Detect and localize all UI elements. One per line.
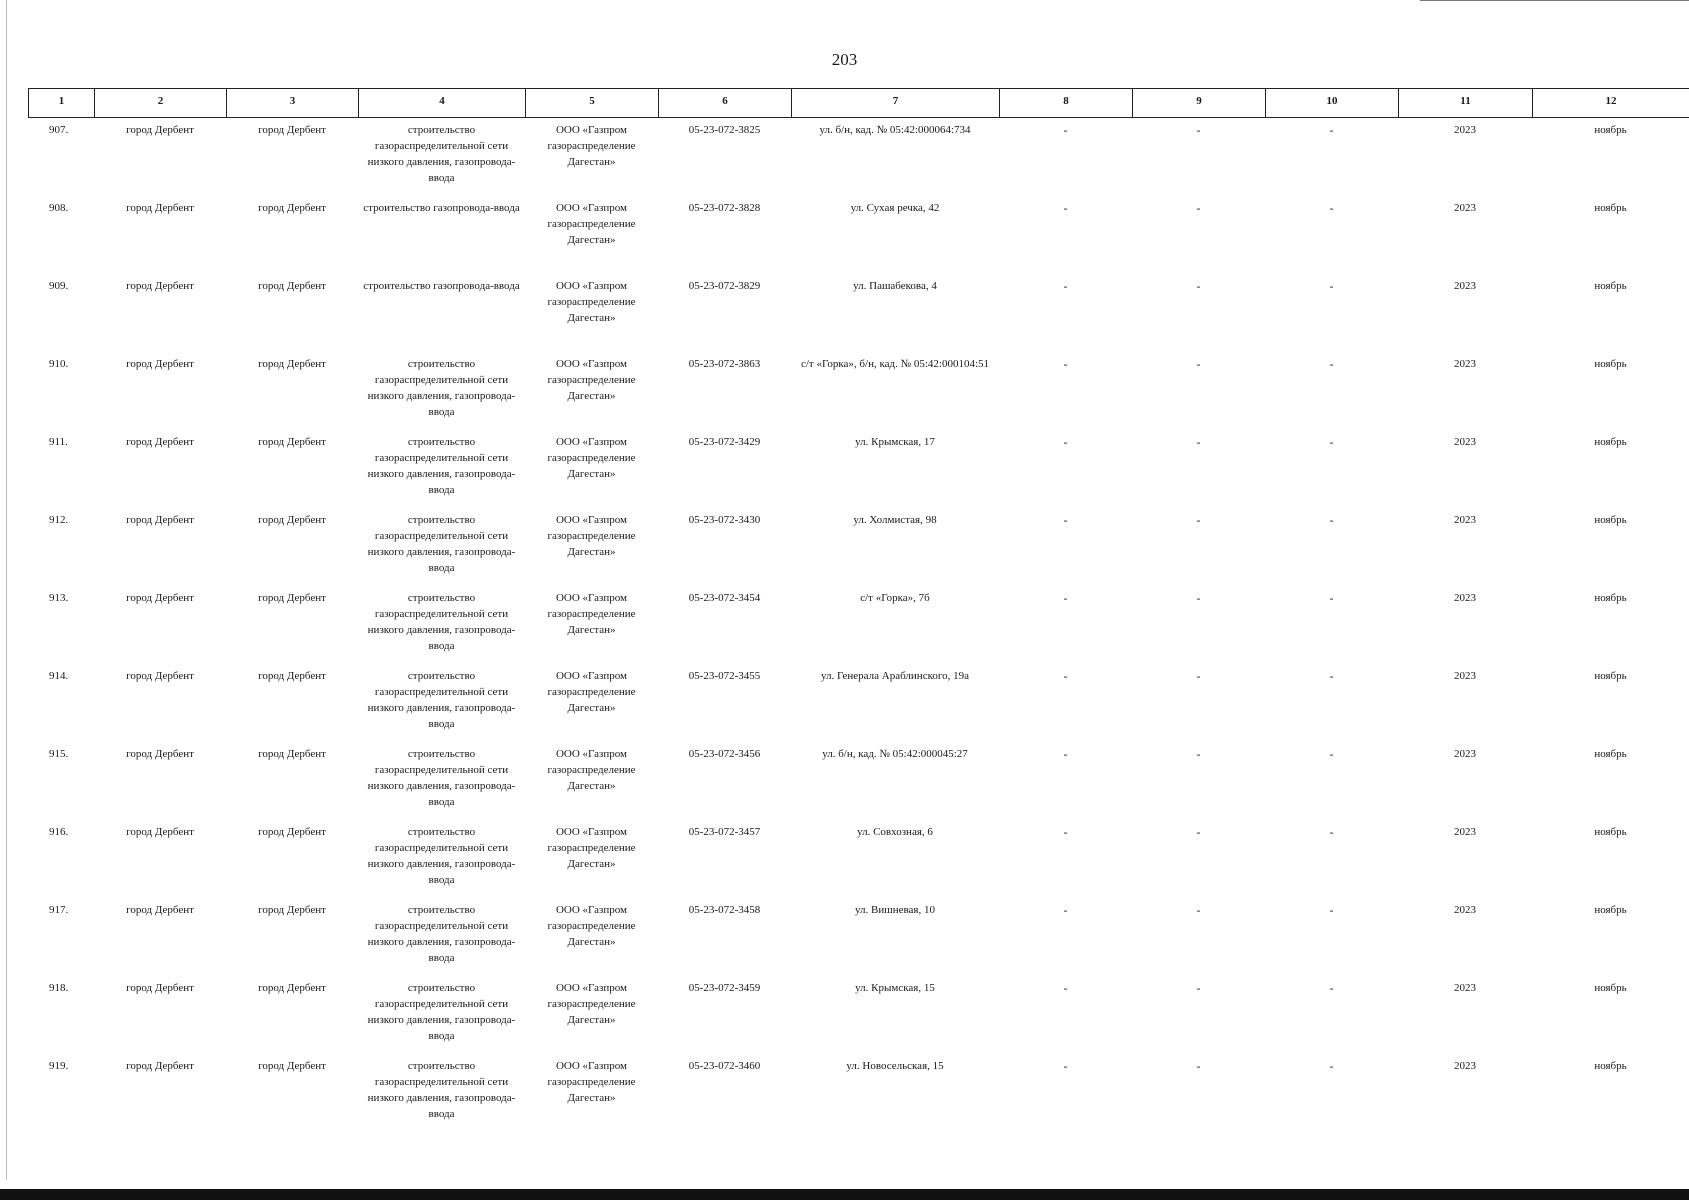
cell-c10: -	[1329, 357, 1334, 371]
cell-address: ул. Пашабекова, 4	[853, 280, 937, 292]
cell-code: 05-23-072-3829	[688, 280, 761, 292]
cell-c9: -	[1196, 825, 1201, 839]
cell-district: город Дербент	[126, 904, 194, 916]
table-row	[28, 118, 1689, 196]
cell-month: ноябрь	[1594, 202, 1627, 214]
column-header-1: 1	[29, 89, 95, 117]
cell-no: 914.	[49, 670, 69, 682]
cell-work: строительство газораспределительной сети низкого давления, газопровода-ввода	[367, 436, 516, 496]
cell-code: 05-23-072-3459	[688, 982, 761, 994]
cell-year: 2023	[1454, 124, 1476, 136]
cell-month: ноябрь	[1594, 592, 1627, 604]
cell-c8: -	[1063, 747, 1068, 761]
cell-c9: -	[1196, 279, 1201, 293]
cell-settlement: город Дербент	[258, 592, 326, 604]
column-header-4: 4	[359, 89, 526, 117]
column-header-3: 3	[227, 89, 359, 117]
cell-year: 2023	[1454, 982, 1476, 994]
cell-no: 919.	[49, 1060, 69, 1072]
cell-work: строительство газопровода-ввода	[363, 280, 520, 292]
cell-code: 05-23-072-3460	[688, 1060, 761, 1072]
column-header-8: 8	[1000, 89, 1133, 117]
cell-c8: -	[1063, 279, 1068, 293]
scan-left-edge	[6, 0, 7, 1180]
cell-code: 05-23-072-3457	[688, 826, 761, 838]
cell-c8: -	[1063, 669, 1068, 683]
cell-c8: -	[1063, 1059, 1068, 1073]
table-row	[28, 742, 1689, 820]
cell-no: 909.	[49, 280, 69, 292]
cell-org: ООО «Газпром газораспределение Дагестан»	[547, 1060, 636, 1104]
table-row	[28, 898, 1689, 976]
cell-code: 05-23-072-3458	[688, 904, 761, 916]
cell-c10: -	[1329, 123, 1334, 137]
cell-org: ООО «Газпром газораспределение Дагестан»	[547, 124, 636, 168]
cell-settlement: город Дербент	[258, 1060, 326, 1072]
cell-org: ООО «Газпром газораспределение Дагестан»	[547, 514, 636, 558]
cell-address: ул. Новосельская, 15	[846, 1060, 944, 1072]
cell-org: ООО «Газпром газораспределение Дагестан»	[547, 982, 636, 1026]
cell-c10: -	[1329, 825, 1334, 839]
cell-month: ноябрь	[1594, 514, 1627, 526]
cell-year: 2023	[1454, 592, 1476, 604]
cell-work: строительство газораспределительной сети низкого давления, газопровода-ввода	[367, 748, 516, 808]
cell-c8: -	[1063, 513, 1068, 527]
cell-year: 2023	[1454, 904, 1476, 916]
cell-code: 05-23-072-3863	[688, 358, 761, 370]
cell-org: ООО «Газпром газораспределение Дагестан»	[547, 826, 636, 870]
column-header-10: 10	[1266, 89, 1399, 117]
cell-work: строительство газораспределительной сети низкого давления, газопровода-ввода	[367, 826, 516, 886]
cell-c8: -	[1063, 903, 1068, 917]
cell-work: строительство газораспределительной сети низкого давления, газопровода-ввода	[367, 592, 516, 652]
cell-work: строительство газораспределительной сети низкого давления, газопровода-ввода	[367, 904, 516, 964]
cell-no: 907.	[49, 124, 69, 136]
cell-code: 05-23-072-3825	[688, 124, 761, 136]
cell-settlement: город Дербент	[258, 280, 326, 292]
cell-c10: -	[1329, 981, 1334, 995]
cell-c8: -	[1063, 435, 1068, 449]
cell-c10: -	[1329, 201, 1334, 215]
table-row	[28, 508, 1689, 586]
cell-c10: -	[1329, 279, 1334, 293]
cell-year: 2023	[1454, 358, 1476, 370]
table-row	[28, 1054, 1689, 1132]
cell-district: город Дербент	[126, 436, 194, 448]
cell-district: город Дербент	[126, 670, 194, 682]
cell-district: город Дербент	[126, 748, 194, 760]
top-rule	[1420, 0, 1689, 1]
table-row	[28, 820, 1689, 898]
cell-c10: -	[1329, 747, 1334, 761]
cell-c9: -	[1196, 357, 1201, 371]
cell-work: строительство газораспределительной сети низкого давления, газопровода-ввода	[367, 124, 516, 184]
cell-c8: -	[1063, 825, 1068, 839]
cell-c9: -	[1196, 123, 1201, 137]
cell-c9: -	[1196, 747, 1201, 761]
table-row	[28, 664, 1689, 742]
cell-settlement: город Дербент	[258, 748, 326, 760]
cell-work: строительство газораспределительной сети низкого давления, газопровода-ввода	[367, 358, 516, 418]
cell-work: строительство газораспределительной сети низкого давления, газопровода-ввода	[367, 1060, 516, 1120]
cell-code: 05-23-072-3828	[688, 202, 761, 214]
cell-code: 05-23-072-3456	[688, 748, 761, 760]
cell-c10: -	[1329, 903, 1334, 917]
cell-org: ООО «Газпром газораспределение Дагестан»	[547, 436, 636, 480]
cell-code: 05-23-072-3455	[688, 670, 761, 682]
column-header-6: 6	[659, 89, 792, 117]
cell-org: ООО «Газпром газораспределение Дагестан»	[547, 748, 636, 792]
cell-c10: -	[1329, 1059, 1334, 1073]
cell-settlement: город Дербент	[258, 982, 326, 994]
cell-year: 2023	[1454, 436, 1476, 448]
cell-org: ООО «Газпром газораспределение Дагестан»	[547, 670, 636, 714]
table-row	[28, 274, 1689, 352]
cell-c9: -	[1196, 201, 1201, 215]
cell-settlement: город Дербент	[258, 436, 326, 448]
cell-c9: -	[1196, 513, 1201, 527]
cell-year: 2023	[1454, 280, 1476, 292]
cell-c9: -	[1196, 669, 1201, 683]
cell-no: 912.	[49, 514, 69, 526]
cell-c8: -	[1063, 357, 1068, 371]
cell-month: ноябрь	[1594, 670, 1627, 682]
cell-month: ноябрь	[1594, 904, 1627, 916]
cell-month: ноябрь	[1594, 826, 1627, 838]
cell-c10: -	[1329, 591, 1334, 605]
cell-org: ООО «Газпром газораспределение Дагестан»	[547, 358, 636, 402]
cell-settlement: город Дербент	[258, 202, 326, 214]
cell-address: с/т «Горка», 7б	[860, 592, 930, 604]
cell-c8: -	[1063, 123, 1068, 137]
cell-district: город Дербент	[126, 826, 194, 838]
cell-work: строительство газопровода-ввода	[363, 202, 520, 214]
table-row	[28, 196, 1689, 274]
cell-year: 2023	[1454, 514, 1476, 526]
cell-c10: -	[1329, 669, 1334, 683]
cell-code: 05-23-072-3454	[688, 592, 761, 604]
cell-settlement: город Дербент	[258, 826, 326, 838]
cell-address: ул. б/н, кад. № 05:42:000045:27	[822, 748, 968, 760]
cell-org: ООО «Газпром газораспределение Дагестан»	[547, 202, 636, 246]
table-row	[28, 430, 1689, 508]
cell-work: строительство газораспределительной сети низкого давления, газопровода-ввода	[367, 670, 516, 730]
table-row	[28, 352, 1689, 430]
cell-no: 915.	[49, 748, 69, 760]
cell-district: город Дербент	[126, 202, 194, 214]
cell-address: ул. Крымская, 17	[855, 436, 935, 448]
column-header-9: 9	[1133, 89, 1266, 117]
cell-c8: -	[1063, 591, 1068, 605]
cell-org: ООО «Газпром газораспределение Дагестан»	[547, 592, 636, 636]
cell-work: строительство газораспределительной сети низкого давления, газопровода-ввода	[367, 514, 516, 574]
cell-year: 2023	[1454, 202, 1476, 214]
cell-no: 911.	[49, 436, 68, 448]
cell-address: ул. б/н, кад. № 05:42:000064:734	[819, 124, 971, 136]
page-number: 203	[831, 50, 858, 69]
cell-no: 913.	[49, 592, 69, 604]
column-header-2: 2	[95, 89, 227, 117]
cell-year: 2023	[1454, 670, 1476, 682]
cell-district: город Дербент	[126, 514, 194, 526]
cell-c9: -	[1196, 435, 1201, 449]
cell-month: ноябрь	[1594, 748, 1627, 760]
cell-c9: -	[1196, 903, 1201, 917]
cell-address: с/т «Горка», б/н, кад. № 05:42:000104:51	[800, 358, 990, 370]
cell-address: ул. Холмистая, 98	[853, 514, 937, 526]
cell-address: ул. Совхозная, 6	[857, 826, 933, 838]
cell-address: ул. Сухая речка, 42	[850, 202, 940, 214]
cell-year: 2023	[1454, 1060, 1476, 1072]
cell-settlement: город Дербент	[258, 514, 326, 526]
cell-no: 910.	[49, 358, 69, 370]
cell-c8: -	[1063, 981, 1068, 995]
cell-c10: -	[1329, 435, 1334, 449]
cell-c9: -	[1196, 591, 1201, 605]
cell-month: ноябрь	[1594, 436, 1627, 448]
cell-district: город Дербент	[126, 982, 194, 994]
cell-month: ноябрь	[1594, 1060, 1627, 1072]
cell-no: 917.	[49, 904, 69, 916]
cell-address: ул. Крымская, 15	[855, 982, 935, 994]
cell-code: 05-23-072-3429	[688, 436, 761, 448]
cell-settlement: город Дербент	[258, 124, 326, 136]
cell-work: строительство газораспределительной сети низкого давления, газопровода-ввода	[367, 982, 516, 1042]
cell-org: ООО «Газпром газораспределение Дагестан»	[547, 904, 636, 948]
cell-address: ул. Вишневая, 10	[855, 904, 935, 916]
column-header-7: 7	[792, 89, 1000, 117]
cell-address: ул. Генерала Араблинского, 19а	[821, 670, 969, 682]
cell-year: 2023	[1454, 826, 1476, 838]
cell-district: город Дербент	[126, 1060, 194, 1072]
cell-no: 918.	[49, 982, 69, 994]
cell-district: город Дербент	[126, 358, 194, 370]
table-header-row	[28, 88, 1689, 118]
column-header-12: 12	[1533, 89, 1689, 117]
cell-no: 916.	[49, 826, 69, 838]
cell-c9: -	[1196, 981, 1201, 995]
cell-month: ноябрь	[1594, 124, 1627, 136]
cell-c9: -	[1196, 1059, 1201, 1073]
cell-no: 908.	[49, 202, 69, 214]
cell-district: город Дербент	[126, 124, 194, 136]
cell-c8: -	[1063, 201, 1068, 215]
cell-settlement: город Дербент	[258, 904, 326, 916]
cell-c10: -	[1329, 513, 1334, 527]
cell-district: город Дербент	[126, 280, 194, 292]
column-header-11: 11	[1399, 89, 1533, 117]
scan-bottom-band	[0, 1189, 1689, 1200]
cell-settlement: город Дербент	[258, 670, 326, 682]
table-row	[28, 586, 1689, 664]
cell-month: ноябрь	[1594, 358, 1627, 370]
cell-month: ноябрь	[1594, 982, 1627, 994]
cell-code: 05-23-072-3430	[688, 514, 761, 526]
cell-org: ООО «Газпром газораспределение Дагестан»	[547, 280, 636, 324]
table-row	[28, 976, 1689, 1054]
cell-month: ноябрь	[1594, 280, 1627, 292]
cell-settlement: город Дербент	[258, 358, 326, 370]
cell-year: 2023	[1454, 748, 1476, 760]
column-header-5: 5	[526, 89, 659, 117]
cell-district: город Дербент	[126, 592, 194, 604]
